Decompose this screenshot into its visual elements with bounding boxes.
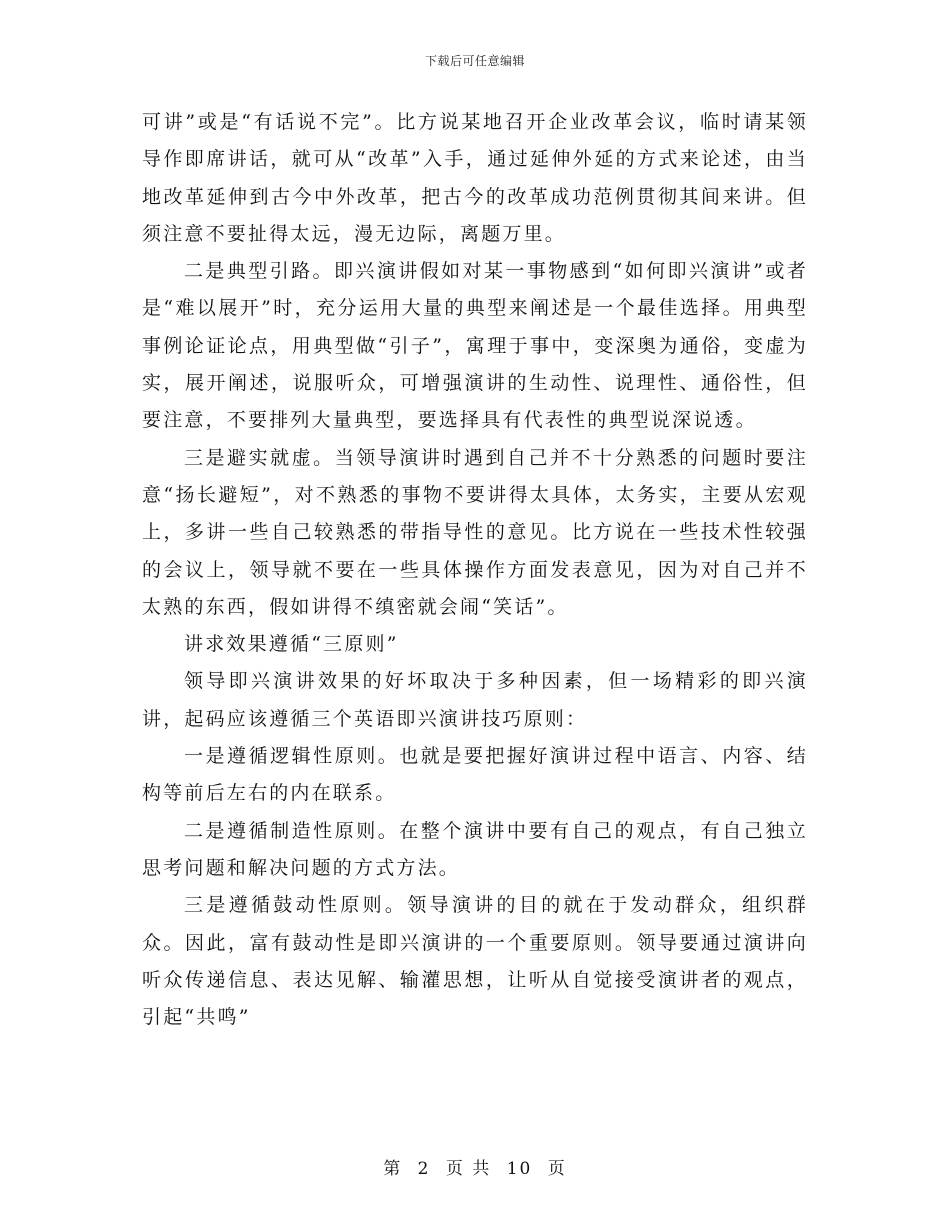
total-pages: 10 [506,1159,533,1179]
paragraph-3: 三是避实就虚。当领导演讲时遇到自己并不十分熟悉的问题时要注意“扬长避短”，对不熟悉的事物不要讲得太具体，太务实，主要从宏观上，多讲一些自己较熟悉的带指导性的意见。比方说在一些技术性较强的会议上，领导就不要在一些具体操作方面发表意见，因为对自己并不太熟的东西，假如讲得不缜密就会闹“笑话”。 [142,446,808,618]
section-heading: 讲求效果遵循“三原则” [184,633,399,656]
page-number: 2 [417,1159,431,1179]
footer-mid: 页 共 [445,1159,492,1179]
page-footer [0,1154,950,1179]
footer-suffix: 页 [547,1159,567,1179]
paragraph-2: 二是典型引路。即兴演讲假如对某一事物感到“如何即兴演讲”或者是“难以展开”时，充分运用大量的典型来阐述是一个最佳选择。用典型事例论证论点，用典型做“引子”，寓理于事中，变深奥为通俗，变虚为实，展开阐述，说服听众，可增强演讲的生动性、说理性、通俗性，但要注意，不要排列大量典型，要选择具有代表性的典型说深说透。 [142,260,808,432]
paragraph-5: 一是遵循逻辑性原则。也就是要把握好演讲过程中语言、内容、结构等前后左右的内在联系。 [142,745,808,805]
document-body [142,104,808,1036]
paragraph-4: 领导即兴演讲效果的好坏取决于多种因素，但一场精彩的即兴演讲，起码应该遵循三个英语即兴演讲技巧原则： [142,670,808,730]
page-header: 下载后可任意编辑 [424,54,525,68]
paragraph-6: 二是遵循制造性原则。在整个演讲中要有自己的观点，有自己独立思考问题和解决问题的方式方法。 [142,819,808,879]
paragraph-1: 可讲”或是“有话说不完”。比方说某地召开企业改革会议，临时请某领导作即席讲话，就可从“改革”入手，通过延伸外延的方式来论述，由当地改革延伸到古今中外改革，把古今的改革成功范例贯彻其间来讲。但须注意不要扯得太远，漫无边际，离题万里。 [142,111,808,245]
paragraph-7: 三是遵循鼓动性原则。领导演讲的目的就在于发动群众，组织群众。因此，富有鼓动性是即兴演讲的一个重要原则。领导要通过演讲向听众传递信息、表达见解、输灌思想，让听从自觉接受演讲者的观点，引起“共鸣” [142,894,808,1029]
footer-prefix: 第 [383,1159,403,1179]
